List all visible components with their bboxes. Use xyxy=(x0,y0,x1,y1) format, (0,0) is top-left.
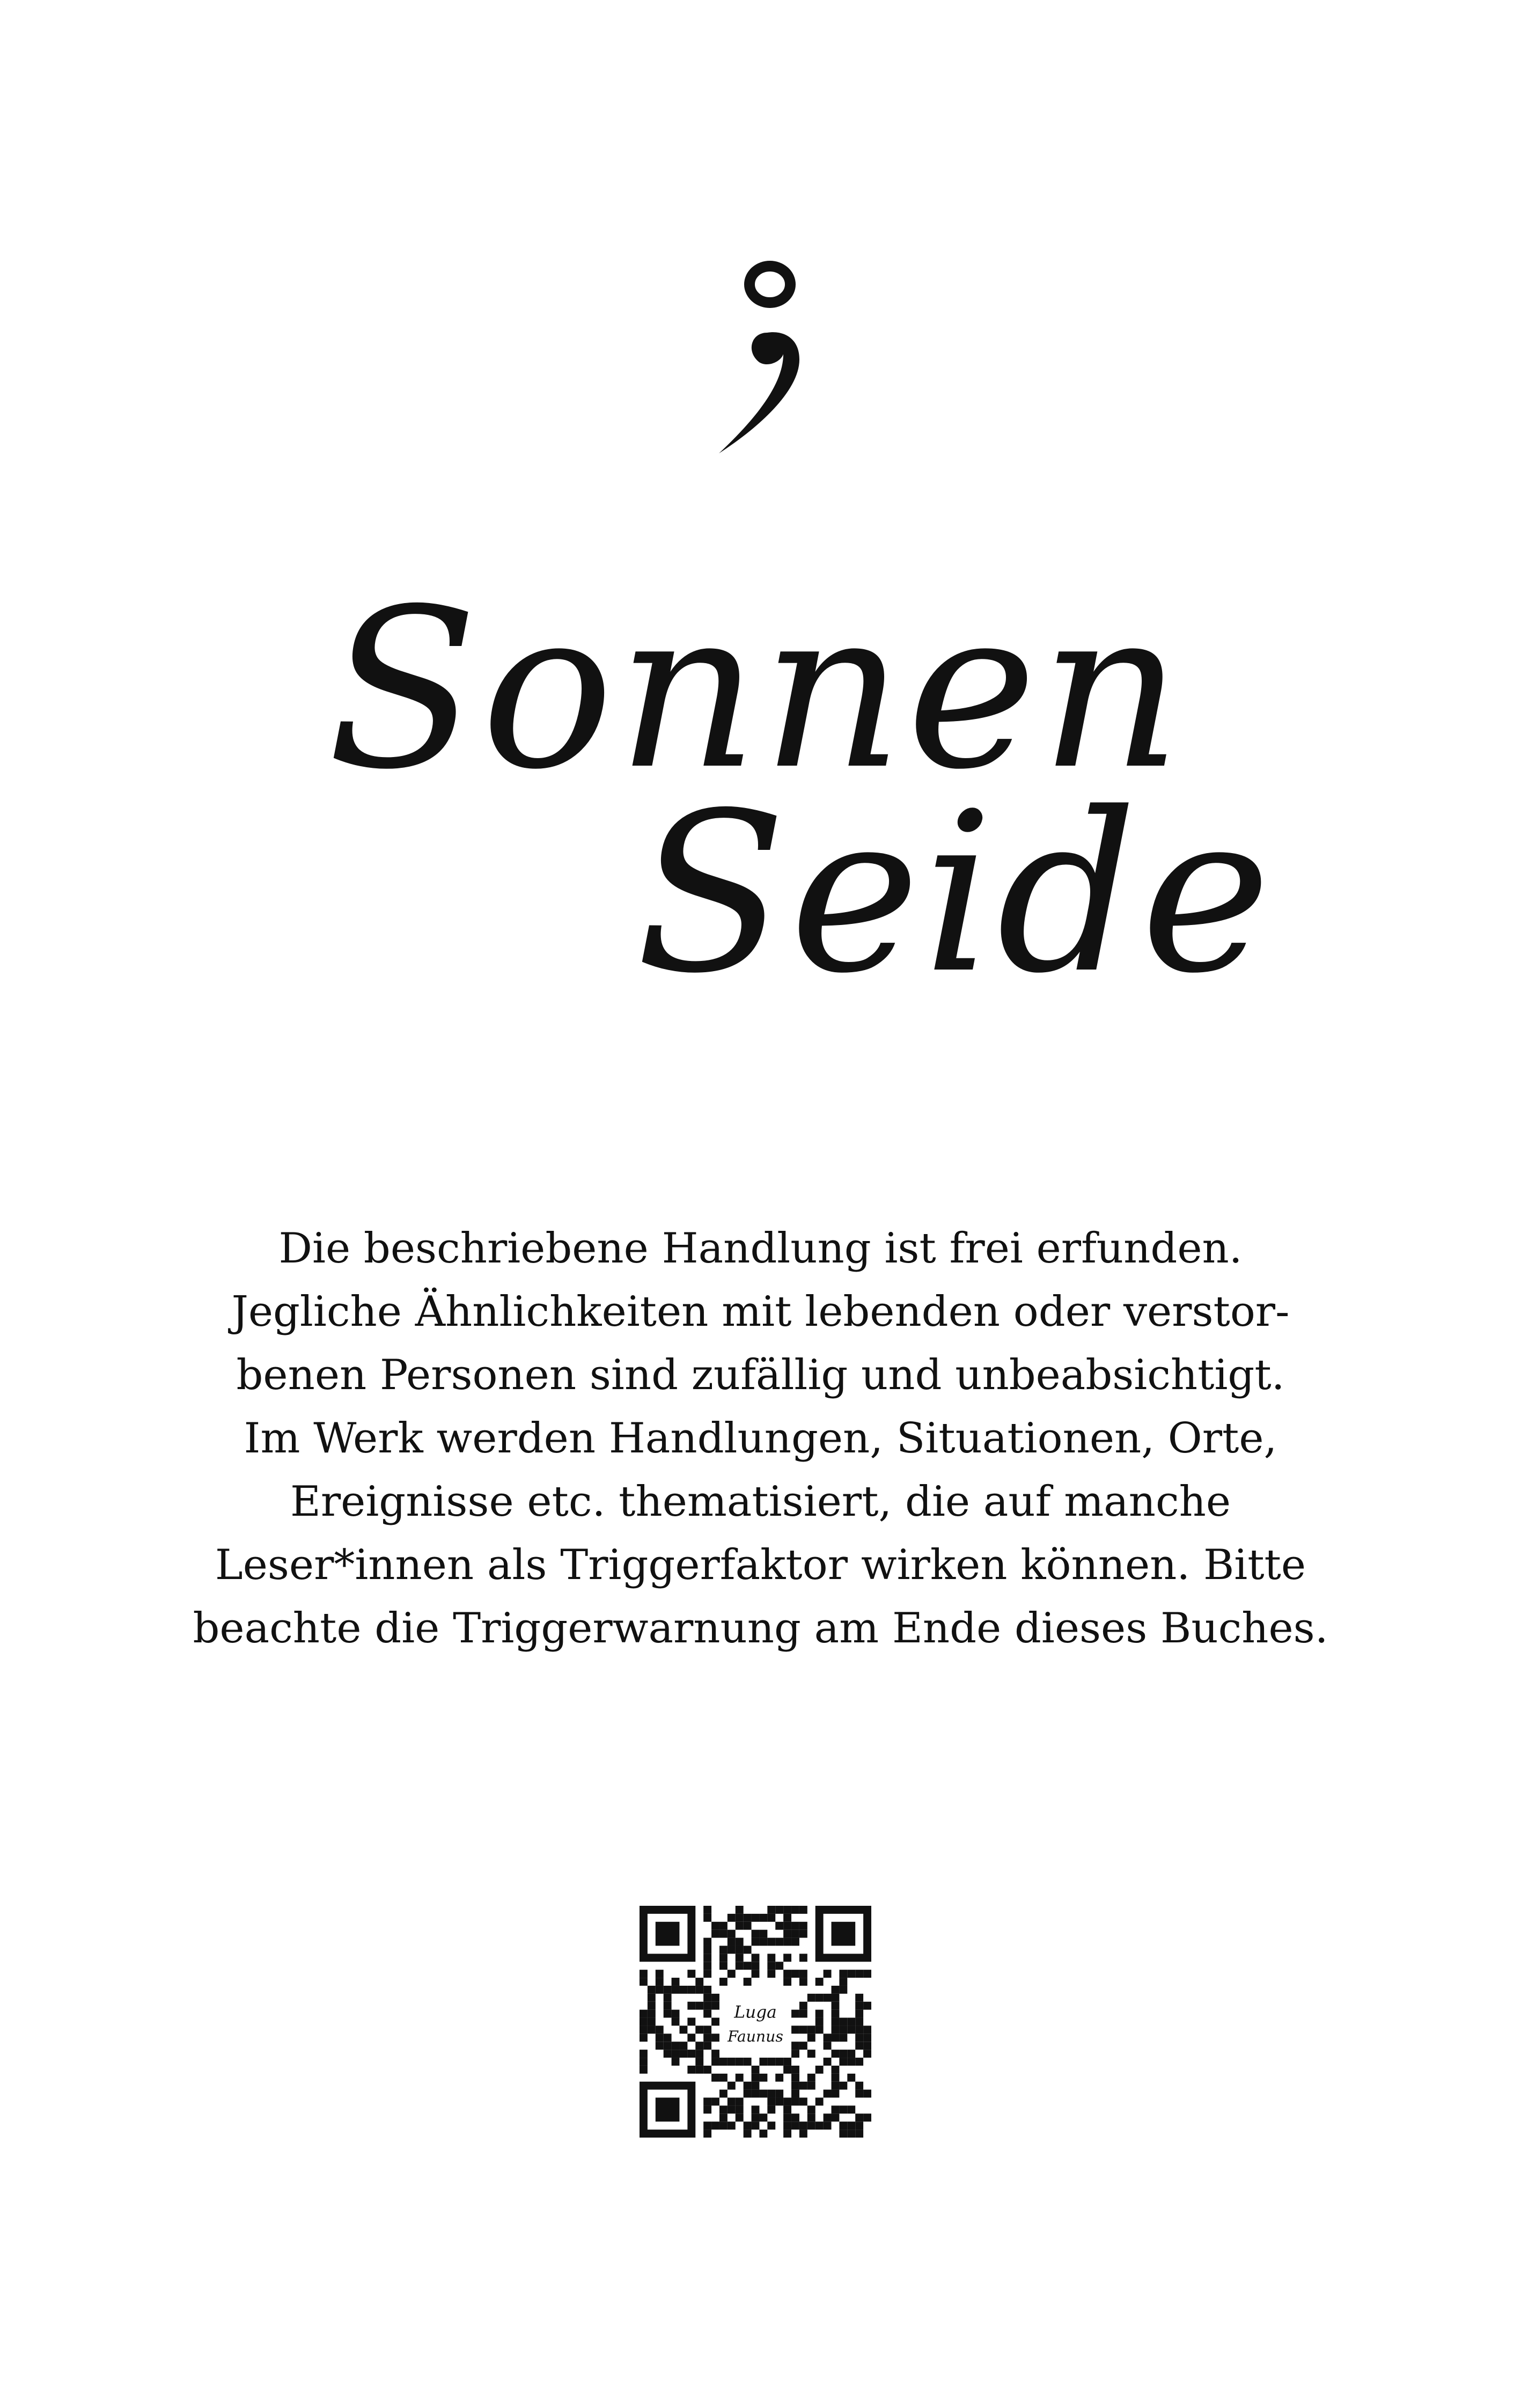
disclaimer-line: Im Werk werden Handlungen, Situationen, Orte, xyxy=(244,1414,1277,1463)
qr-code-icon xyxy=(640,1906,871,2138)
disclaimer-line: Die beschriebene Handlung ist frei erfunden. xyxy=(278,1224,1243,1273)
disclaimer-line: Ereignisse etc. thematisiert, die auf manche xyxy=(290,1478,1231,1526)
book-title-line-2: Seide xyxy=(636,765,1274,1022)
semicolon-icon xyxy=(708,252,815,461)
qr-logo xyxy=(719,1989,791,2053)
disclaimer-line: benen Personen sind zufällig und unbeabsichtigt. xyxy=(236,1351,1285,1399)
disclaimer-text xyxy=(123,1217,1398,1660)
qr-logo-text-2: Faunus xyxy=(728,2028,783,2046)
qr-logo-text-1: Luga xyxy=(734,2002,777,2022)
disclaimer-line: Leser*innen als Triggerfaktor wirken können. Bitte xyxy=(215,1541,1306,1589)
disclaimer-line: Jegliche Ähnlichkeiten mit lebenden oder verstor- xyxy=(231,1288,1290,1336)
book-title-line-1: Sonnen xyxy=(327,561,1185,818)
disclaimer-line: beachte die Triggerwarnung am Ende dieses Buches. xyxy=(193,1604,1328,1653)
